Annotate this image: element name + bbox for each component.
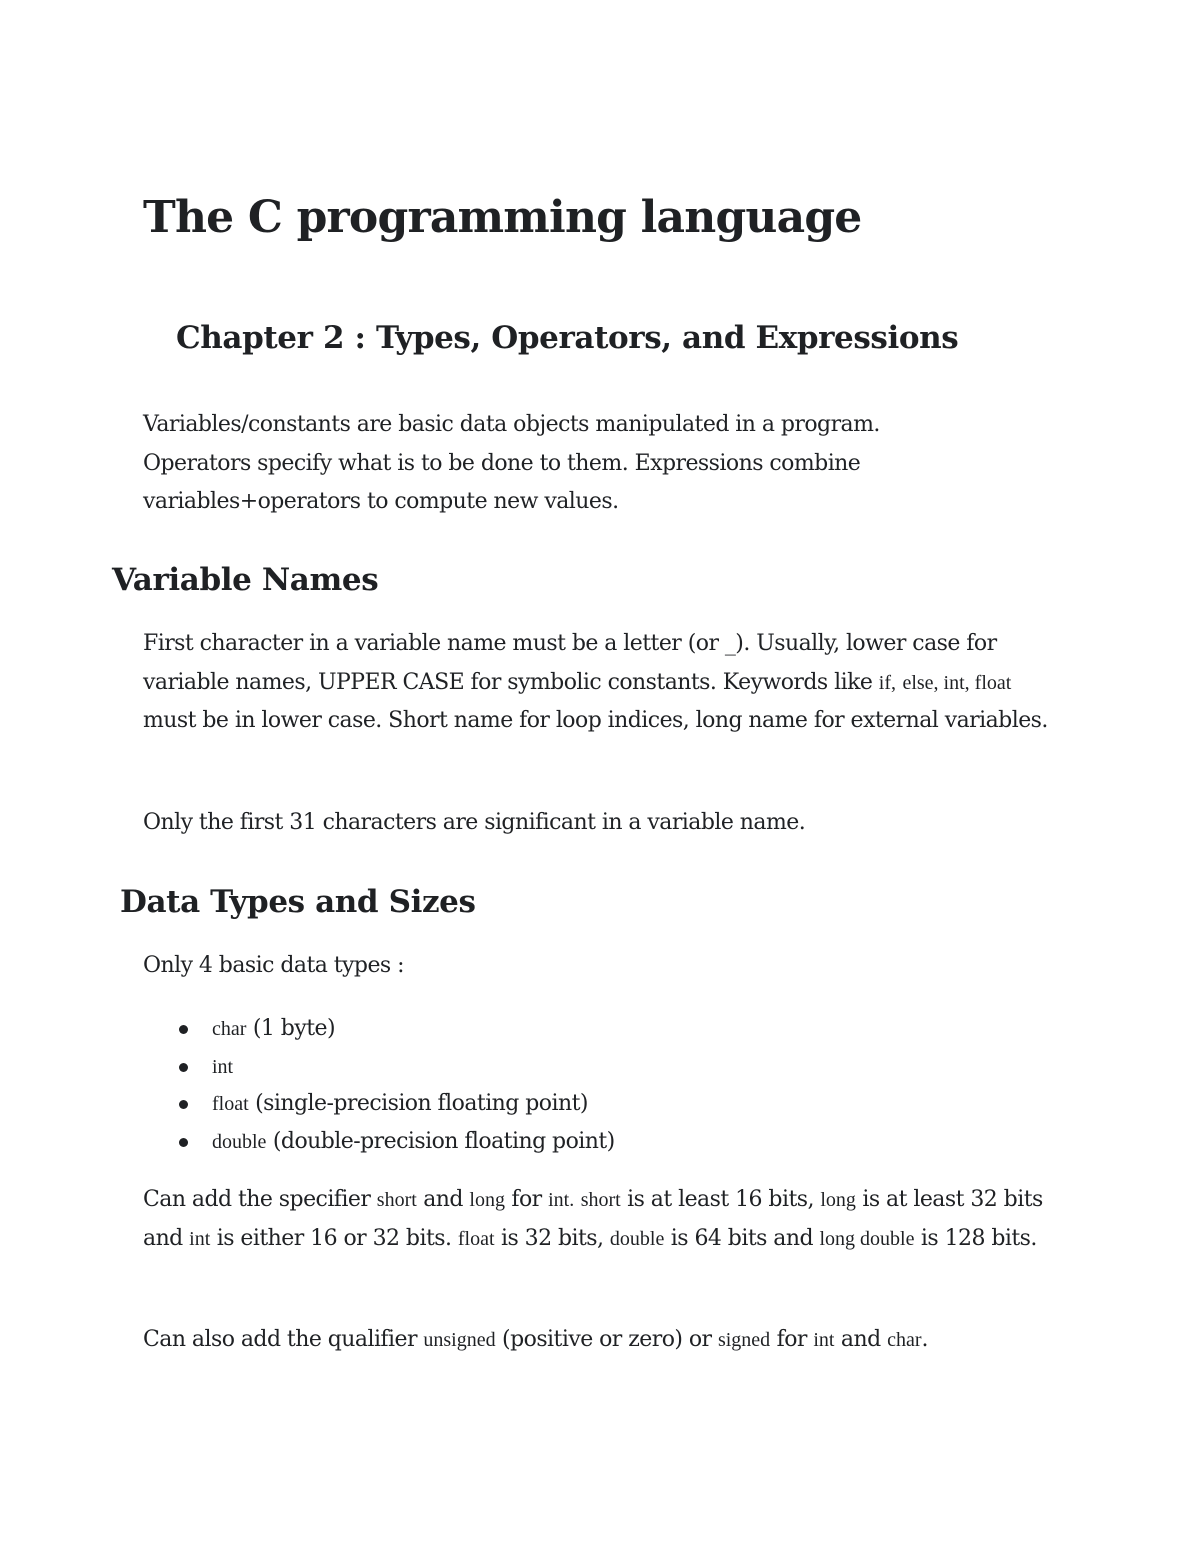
code-keyword: long xyxy=(469,1189,505,1211)
code-keyword: signed xyxy=(717,1329,771,1351)
section-heading-variable-names: Variable Names xyxy=(112,562,379,598)
bullet-icon xyxy=(179,1138,188,1147)
code-keyword: else, int, float xyxy=(902,671,1012,694)
intro-line-1: Variables/constants are basic data objects manipulated in a program. xyxy=(143,412,880,437)
text-run: Can also add the qualifier xyxy=(143,1327,424,1352)
list-item xyxy=(178,1048,615,1086)
qualifier-paragraph xyxy=(143,1321,1063,1360)
list-item xyxy=(178,1123,615,1161)
bullet-icon xyxy=(179,1100,188,1109)
code-keyword: float xyxy=(212,1093,249,1115)
intro-line-2: Operators specify what is to be done to them. Expressions combine xyxy=(143,450,861,476)
list-item-desc: (single-precision floating point) xyxy=(248,1091,588,1116)
intro-paragraph xyxy=(143,406,1063,522)
text-run: (positive or zero) or xyxy=(495,1327,718,1352)
text-run: is at least 32 bits and xyxy=(143,1187,1043,1251)
intro-line-3: variables+operators to compute new values. xyxy=(143,489,619,514)
data-types-intro: Only 4 basic data types : xyxy=(143,953,404,978)
code-keyword: char xyxy=(212,1018,247,1040)
specifier-paragraph xyxy=(143,1181,1063,1258)
code-keyword: long double xyxy=(819,1227,915,1250)
page-title: The C programming language xyxy=(143,192,862,243)
text-run: for xyxy=(504,1187,549,1212)
chapter-heading: Chapter 2 : Types, Operators, and Expressions xyxy=(176,320,959,356)
code-keyword: double xyxy=(609,1227,665,1250)
text-run: . xyxy=(921,1327,928,1352)
data-types-list xyxy=(178,1010,615,1160)
text-run: is at least 16 bits, xyxy=(620,1187,821,1212)
section-heading-data-types: Data Types and Sizes xyxy=(120,884,476,920)
text-run: Can add the specifier xyxy=(143,1187,377,1212)
code-keyword: char xyxy=(887,1329,922,1351)
text-run: is either 16 or 32 bits. xyxy=(210,1225,458,1251)
code-keyword: int. xyxy=(548,1189,575,1211)
bullet-icon xyxy=(179,1063,188,1072)
text-run: is 128 bits. xyxy=(914,1225,1037,1251)
list-item xyxy=(178,1085,615,1123)
bullet-icon xyxy=(179,1025,188,1034)
code-keyword: short xyxy=(580,1189,621,1211)
list-item xyxy=(178,1010,615,1048)
significant-chars-paragraph: Only the first 31 characters are significant in a variable name. xyxy=(143,810,806,835)
text-run: First character in a variable name must be a letter (or _). Usually, lower case for variable names, UPPER CASE for symbolic constants. Keywords like xyxy=(143,631,997,695)
text-run: must be in lower case. Short name for loop indices, long name for external variables. xyxy=(143,708,1048,733)
text-run: is 32 bits, xyxy=(494,1225,610,1251)
code-keyword: float xyxy=(457,1227,495,1250)
list-item-desc: (1 byte) xyxy=(246,1016,335,1041)
text-run: for xyxy=(770,1327,814,1352)
code-keyword: short xyxy=(376,1189,417,1211)
code-keyword: unsigned xyxy=(423,1329,496,1351)
list-item-desc: (double-precision floating point) xyxy=(266,1128,615,1154)
text-run: and xyxy=(834,1327,888,1352)
code-keyword: double xyxy=(212,1130,267,1153)
code-keyword: int xyxy=(813,1329,835,1351)
text-run: is 64 bits and xyxy=(664,1225,820,1251)
code-keyword: if, xyxy=(878,671,896,694)
code-keyword: int xyxy=(212,1055,234,1078)
variable-names-paragraph xyxy=(143,625,1063,741)
code-keyword: int xyxy=(189,1227,211,1250)
code-keyword: long xyxy=(820,1189,856,1211)
text-run: and xyxy=(416,1187,470,1212)
